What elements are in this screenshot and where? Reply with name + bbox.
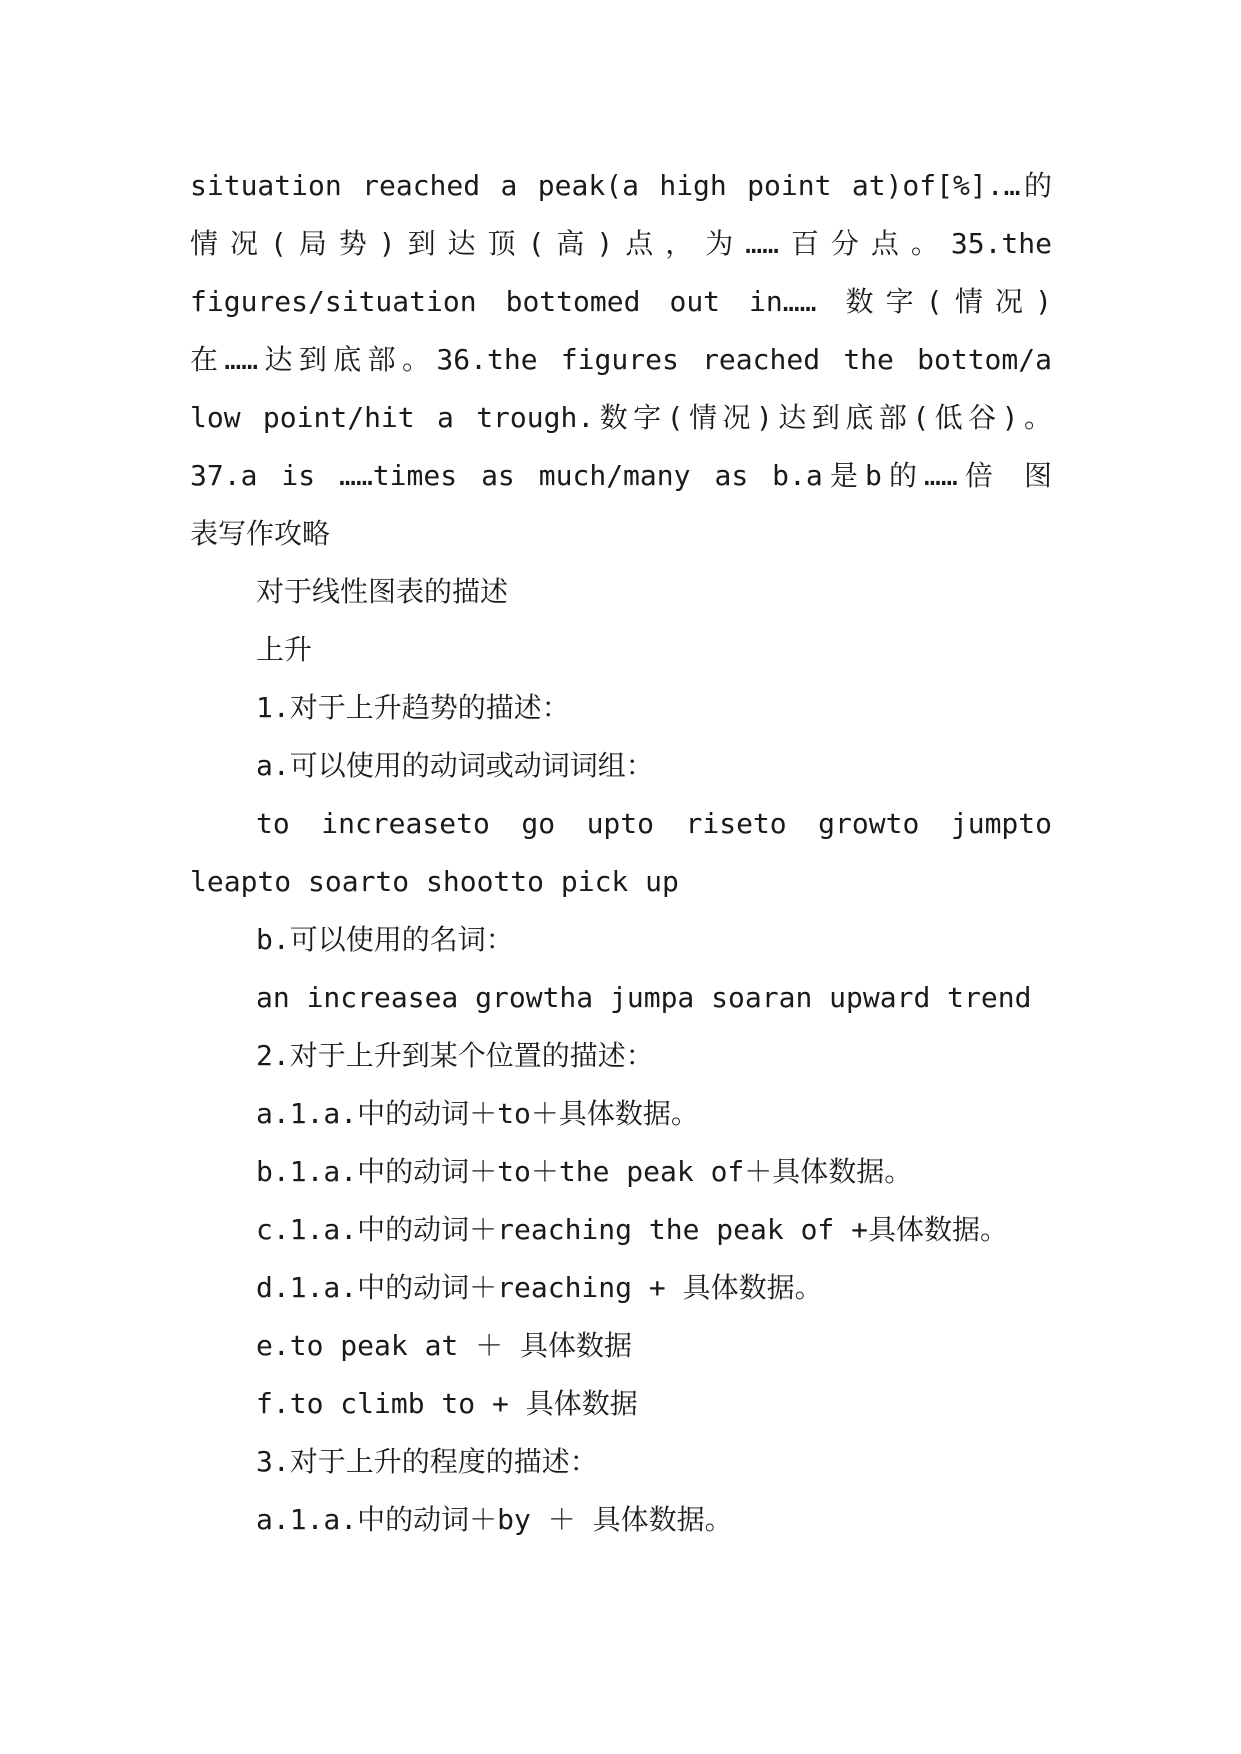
- list-item: 3.对于上升的程度的描述：: [256, 1445, 598, 1478]
- list-item: 2.对于上升到某个位置的描述：: [256, 1039, 654, 1072]
- section-heading: 对于线性图表的描述: [256, 575, 509, 608]
- text-line: to increaseto go upto riseto growto jumpto: [256, 807, 1052, 840]
- text-line: an increasea growtha jumpa soaran upward trend: [256, 981, 1032, 1014]
- text-line: low point/hit a trough.数字(情况)达到底部(低谷)。: [190, 401, 1052, 434]
- list-item: d.1.a.中的动词＋reaching + 具体数据。: [256, 1271, 823, 1304]
- text-line: 表写作攻略: [190, 517, 331, 550]
- list-item: c.1.a.中的动词＋reaching the peak of +具体数据。: [256, 1213, 1009, 1246]
- list-item: a.可以使用的动词或动词词组：: [256, 749, 654, 782]
- list-item: a.1.a.中的动词＋by ＋ 具体数据。: [256, 1503, 733, 1536]
- text-line: 37.a is ……times as much/many as b.a是b的……倍 图: [190, 459, 1052, 492]
- text-line: 在……达到底部。36.the figures reached the bottom/a: [190, 343, 1052, 376]
- text-line: situation reached a peak(a high point at)of[%].…的: [190, 169, 1052, 202]
- subsection-heading: 上升: [256, 633, 313, 666]
- text-line: figures/situation bottomed out in…… 数字(情况): [190, 285, 1052, 318]
- list-item: e.to peak at ＋ 具体数据: [256, 1329, 633, 1362]
- list-item: 1.对于上升趋势的描述：: [256, 691, 570, 724]
- list-item: b.可以使用的名词：: [256, 923, 514, 956]
- list-item: a.1.a.中的动词＋to＋具体数据。: [256, 1097, 699, 1130]
- text-line: 情况(局势)到达顶(高)点，为……百分点。35.the: [190, 227, 1052, 260]
- list-item: f.to climb to + 具体数据: [256, 1387, 638, 1420]
- document-body: [190, 157, 1052, 1549]
- list-item: b.1.a.中的动词＋to＋the peak of＋具体数据。: [256, 1155, 913, 1188]
- text-line: leapto soarto shootto pick up: [190, 865, 679, 898]
